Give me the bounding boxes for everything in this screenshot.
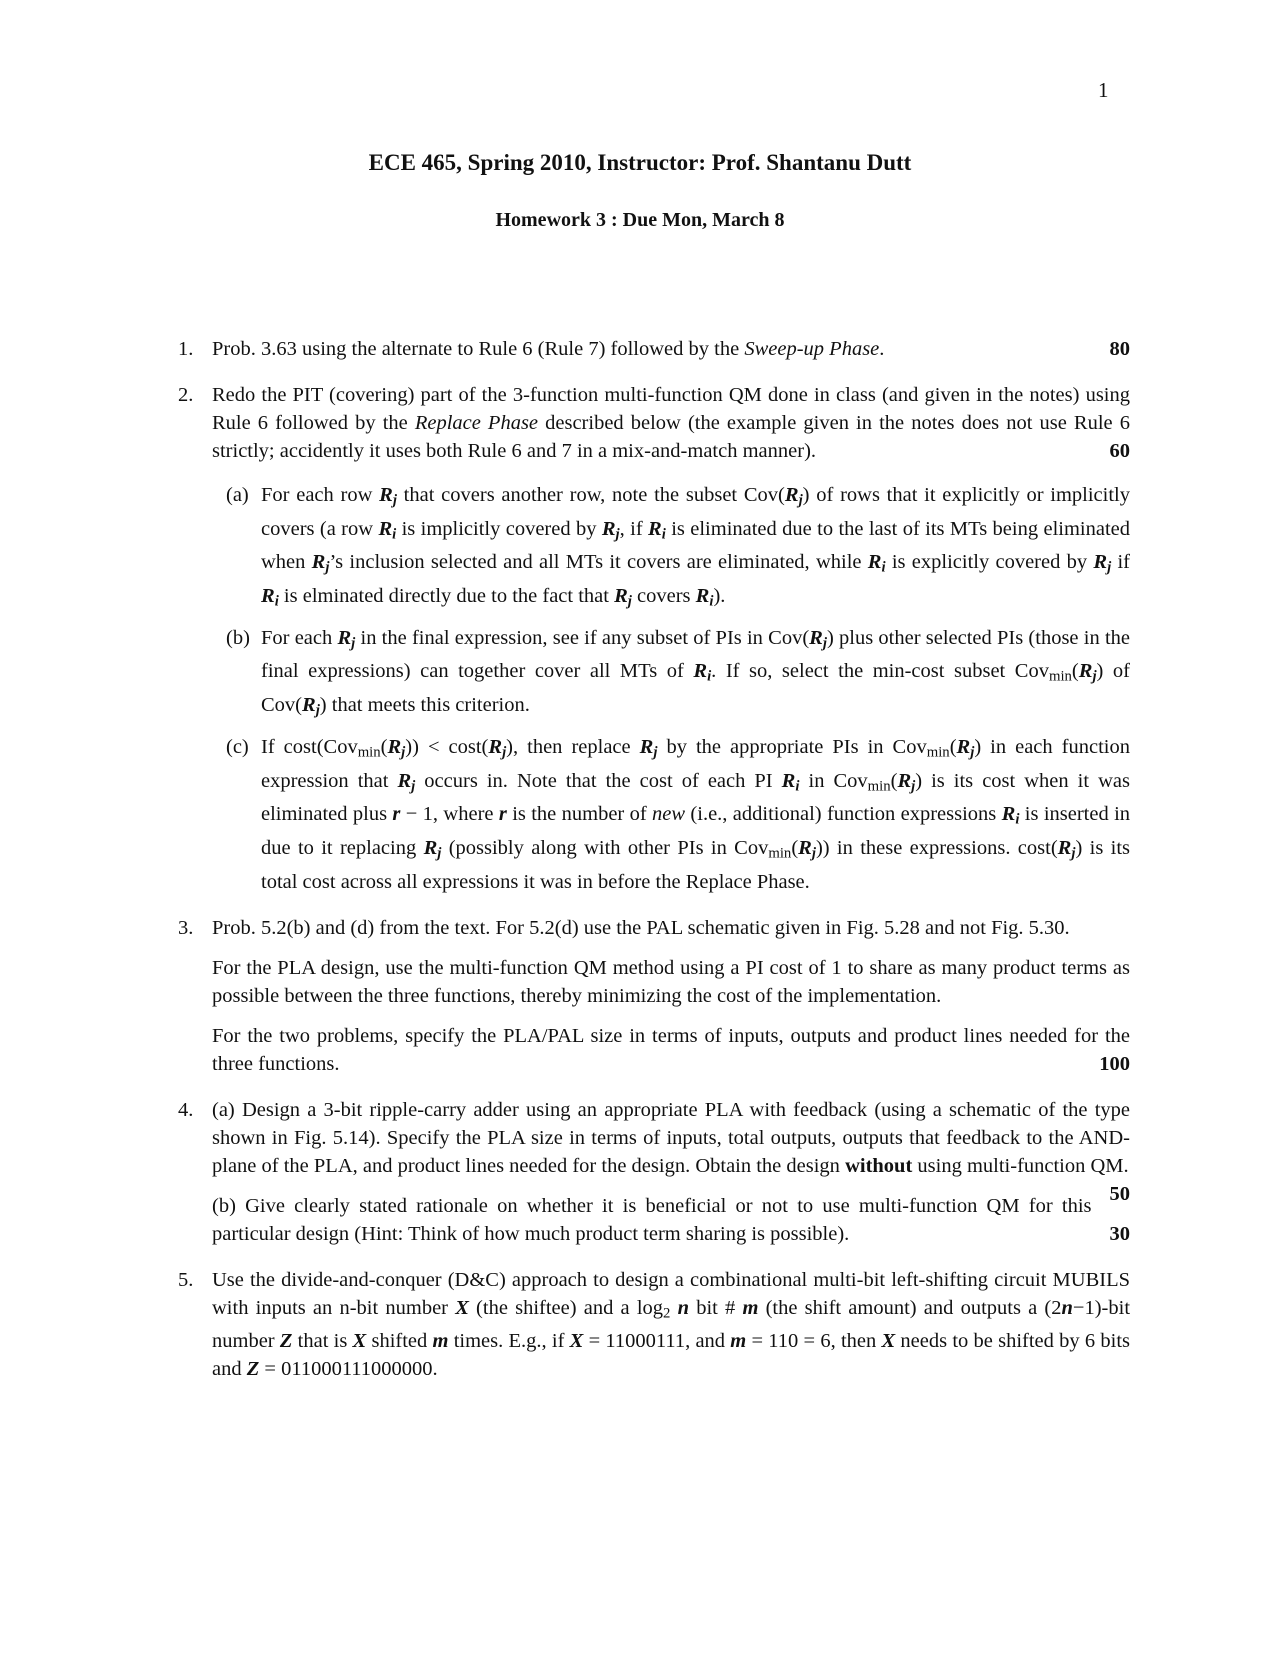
text: bit # [689,1296,743,1319]
math-var: X [352,1330,367,1353]
text: if [1111,551,1130,574]
page-number: 1 [1098,78,1109,102]
document-title: ECE 465, Spring 2010, Instructor: Prof. Shantanu Dutt [368,150,912,175]
text: = 110 = 6, then [746,1330,882,1353]
subpart-a [226,481,1130,616]
problem-4 [178,1096,1130,1248]
text: is the number of [506,803,653,826]
math-var: R [387,735,402,758]
math-var: R [1093,551,1108,574]
math-var: R [798,836,812,859]
text: (i.e., additional) function expressions [685,803,1002,826]
math-sub: j [411,778,416,795]
math-sub: j [822,635,827,652]
math-var: m [742,1296,759,1319]
text: = 11000111, and [583,1330,731,1353]
problem-number: 1. [178,338,194,360]
math-var: R [1057,836,1072,859]
math-sub: i [709,593,714,610]
text: = 011000111000000. [259,1358,438,1381]
points: 80 [1109,338,1130,360]
math-sub: i [1015,811,1020,828]
points: 100 [1099,1052,1130,1075]
problem-text [212,1022,1130,1078]
subpart-label: (a) [226,484,249,506]
math-var: R [809,626,823,649]
math-var: R [897,769,912,792]
text: Use the divide-and-conquer (D&C) approach to design a combinational multi-bit left-shifting circuit MUBILS with inputs an n-bit number [212,1268,1130,1319]
text: ( [949,735,957,758]
math-sub: j [798,492,803,509]
text: is inserted in due to it replacing [261,803,1131,859]
text: ) in each function expression that [261,735,1130,792]
math-var: r [392,803,401,826]
math-var: R [1078,660,1093,683]
text: using multi-function QM. [912,1154,1129,1177]
math-sub: j [911,778,916,795]
text: that covers another row, note the subset Cov( [396,484,785,506]
problem-text [212,335,1130,363]
text: ( [380,735,388,758]
subparts [212,481,1130,896]
text: )) in these expressions. cost( [815,836,1058,859]
text: in the final expression, see if any subset of PIs in Cov( [355,626,810,649]
math-var: R [379,484,393,506]
text: . [879,338,885,360]
problem-text [212,1192,1130,1248]
text: Redo the PIT (covering) part of the 3-function multi-function QM done in class (and given in the notes) using Rule 6 followed by the [212,384,1130,434]
problem-text: Prob. 5.2(b) and (d) from the text. For 5.2(d) use the PAL schematic given in Fig. 5.28 and not Fig. 5.30. [212,916,1070,939]
text: . If so, select the min-cost subset Cov [711,660,1049,683]
math-sub: j [502,744,507,761]
math-sub: i [274,593,279,610]
text: in Cov [799,769,868,792]
text-sub: 2 [663,1305,671,1322]
problem-2 [178,381,1130,896]
problem-text [212,1266,1130,1384]
text: ) plus other selected PIs (those in the final expressions) can together cover all MTs of [261,626,1130,683]
text: (b) Give clearly stated rationale on whether it is beneficial or not to use multi-function QM for this particular design (Hint: Think of how much product term sharing is possible). [212,1194,1092,1245]
text: described below (the example given in the notes does not use Rule 6 strictly; accidently it uses both Rule 6 and 7 in a mix-and-match manner). [212,412,1130,462]
subpart-label: (c) [226,735,249,758]
text-sub: min [926,744,950,761]
math-var: R [614,585,628,608]
problem-1 [178,335,1130,363]
text: ) that meets this criterion. [319,694,530,717]
problem-text [212,1096,1130,1205]
math-sub: i [881,560,886,577]
problem-number: 4. [178,1098,194,1121]
text: needs to be shifted by 6 bits and [212,1330,1130,1381]
text: (a) Design a 3-bit ripple-carry adder using an appropriate PLA with feedback (using a schematic of the type shown in Fig. 5.14). Specify the PLA size in terms of inputs, total outputs, outputs that feedback to the AND-plane of the PLA, and product lines needed for the design. Obtain the design [212,1098,1130,1177]
math-var: R [639,735,654,758]
text-sub: min [768,845,792,862]
problem-text [212,381,1130,465]
math-var: R [648,517,662,540]
math-var: R [337,626,352,649]
text: ) is its cost when it was eliminated plus [261,769,1130,826]
text-emphasis: Sweep-up Phase [744,338,880,360]
text-emphasis: new [652,803,686,826]
math-sub: j [351,635,356,652]
text-sub: min [357,744,381,761]
text: (the shiftee) and a log [468,1296,664,1319]
text: ), then replace [506,735,640,758]
math-sub: j [615,526,620,543]
text: For the two problems, specify the PLA/PAL size in terms of inputs, outputs and product lines needed for the three functions. [212,1024,1130,1075]
math-sub: j [325,560,330,577]
math-var: R [956,735,971,758]
math-var: n [1061,1296,1073,1319]
text: ( [1071,660,1079,683]
subpart-c [226,733,1130,896]
problem-5 [178,1266,1130,1384]
math-var: R [397,769,412,792]
math-var: R [601,517,616,540]
math-sub: j [627,593,632,610]
problem-text: For the PLA design, use the multi-function QM method using a PI cost of 1 to share as many product terms as possible between the three functions, thereby minimizing the cost of the implementation. [212,956,1130,1007]
math-var: m [730,1330,747,1353]
math-sub: j [315,702,320,719]
math-var: R [1001,803,1016,826]
math-var: m [432,1330,449,1353]
text: shifted [366,1330,433,1353]
text: )) < cost( [405,735,489,758]
text: times. E.g., if [448,1330,570,1353]
math-var: X [569,1330,584,1353]
text: ’s inclusion selected and all MTs it covers are eliminated, while [329,551,868,574]
subpart-label: (b) [226,626,250,649]
math-var: R [488,735,503,758]
text-emphasis: Replace Phase [414,412,539,434]
math-var: n [677,1296,690,1319]
math-sub: i [707,669,712,686]
text-sub: min [1048,669,1072,686]
math-var: R [781,769,796,792]
points: 30 [1109,1222,1130,1245]
math-sub: i [392,526,397,543]
math-sub: j [437,845,442,862]
problem-3 [178,914,1130,1078]
text: occurs in. Note that the cost of each PI [415,769,782,792]
text: − 1, where [400,803,499,826]
math-sub: j [1071,845,1076,862]
math-var: R [423,836,438,859]
math-var: R [261,585,275,608]
math-sub: j [970,744,975,761]
text-bold: without [845,1154,913,1177]
math-var: R [378,517,393,540]
text: ) is its total cost across all expressions it was in before the Replace Phase. [261,836,1131,893]
math-var: R [695,585,710,608]
text: , if [619,517,649,540]
text: ( [791,836,799,859]
problem-number: 5. [178,1268,194,1291]
text: is implicitly covered by [396,517,602,540]
text: by the appropriate PIs in Cov [657,735,927,758]
math-var: R [784,484,799,506]
math-var: R [311,551,326,574]
text: ( [890,769,898,792]
text: is explicitly covered by [885,551,1094,574]
points: 50 [1109,1182,1130,1205]
math-sub: j [1092,669,1097,686]
math-var: X [455,1296,469,1319]
text: Prob. 3.63 using the alternate to Rule 6 (Rule 7) followed by the [212,338,745,360]
text: that is [292,1330,353,1353]
text: ). [713,585,726,608]
text: ) of Cov( [261,660,1130,717]
math-sub: j [811,845,816,862]
math-sub: i [661,526,666,543]
problem-list [178,335,1130,1401]
text: ) of rows that it explicitly or implicitly covers (a row [261,484,1130,540]
subpart-b [226,624,1130,725]
text: For each row [261,484,380,506]
points: 60 [1109,440,1130,462]
homework-subtitle: Homework 3 : Due Mon, March 8 [495,209,785,231]
text: For each [261,626,338,649]
text: (the shift amount) and outputs a (2 [758,1296,1062,1319]
math-sub: i [795,778,800,795]
math-sub: j [653,744,658,761]
text: is elminated directly due to the fact that [278,585,615,608]
text: is eliminated due to the last of its MTs being eliminated when [261,517,1130,574]
text: −1)-bit number [212,1296,1131,1353]
text-sub: min [867,778,891,795]
math-var: r [498,803,507,826]
math-var: Z [279,1330,293,1353]
math-sub: j [1107,560,1112,577]
math-var: R [302,694,316,717]
math-var: R [693,660,708,683]
math-sub: j [392,492,397,509]
text: If cost(Cov [261,735,358,758]
math-var: R [867,551,882,574]
math-var: X [881,1330,896,1353]
text: (possibly along with other PIs in Cov [441,836,769,859]
math-sub: j [401,744,406,761]
problem-number: 2. [178,384,194,406]
text: covers [631,585,696,608]
problem-number: 3. [178,916,194,939]
math-var: Z [246,1358,260,1381]
